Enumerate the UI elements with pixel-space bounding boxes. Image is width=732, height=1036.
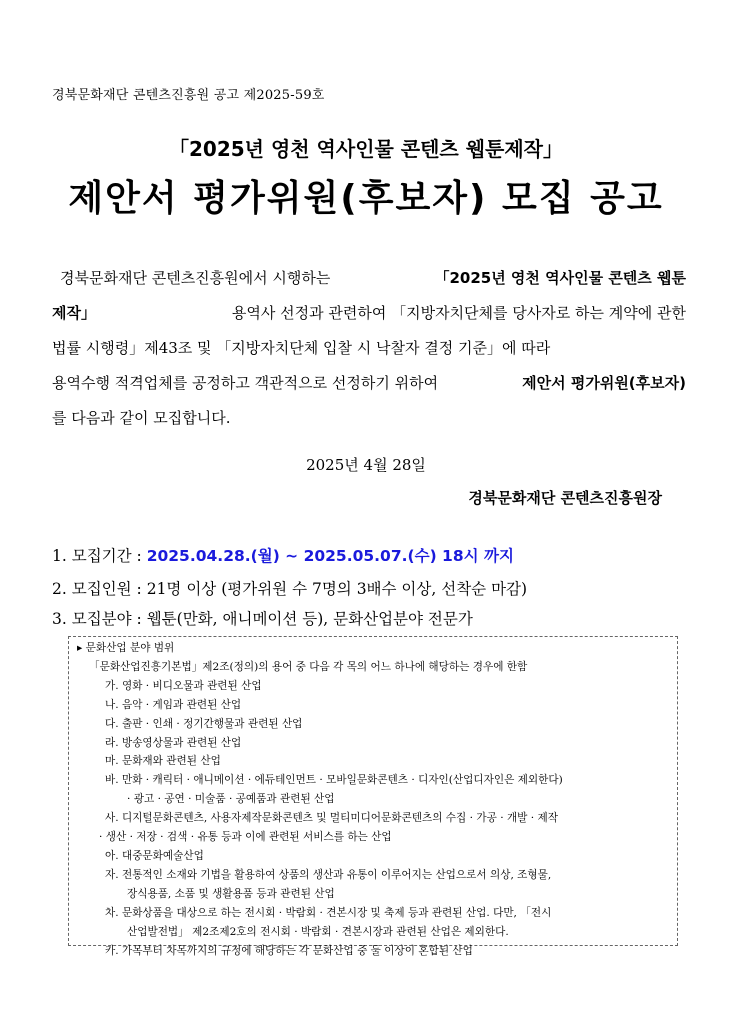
body-line-3: 법률 시행령」제43조 및 「지방자치단체 입찰 시 낙찰자 결정 기준」에 따라 [52, 339, 551, 357]
scope-item-na: 나. 음악 · 게임과 관련된 산업 [105, 698, 242, 711]
notice-number: 경북문화재단 콘텐츠진흥원 공고 제2025-59호 [52, 88, 325, 103]
project-name-highlight: 「2025년 영천 역사인물 콘텐츠 웹툰 [434, 269, 686, 287]
body-line-5: 를 다음과 같이 모집합니다. [52, 409, 231, 427]
scope-item-sa-cont: · 생산 · 저장 · 검색 · 유통 등과 이에 관련된 서비스를 하는 산업 [99, 831, 392, 844]
scope-item-ba: 바. 만화 · 캐릭터 · 애니메이션 · 에듀테인먼트 · 모바일문화콘텐츠 · 디자인(산업디자인은 제외한다) [105, 774, 563, 787]
culture-industry-scope-box [68, 636, 678, 957]
notice-date: 2025년 4월 28일 [306, 456, 426, 474]
recruit-field-label: 3. 모집분야 : [52, 610, 142, 628]
scope-item-ja-cont: 장식용품, 소품 및 생활용품 등과 관련된 산업 [127, 887, 335, 900]
body-line-4 [52, 366, 686, 401]
scope-heading: ▸ 문화산업 분야 범위 [77, 642, 175, 654]
recruit-field [52, 607, 473, 629]
body-line-2 [52, 296, 686, 331]
project-name-highlight-end: 제작」 [52, 304, 96, 322]
issuer: 경북문화재단 콘텐츠진흥원장 [468, 489, 662, 507]
scope-item-a: 아. 대중문화예술산업 [105, 849, 204, 862]
recruit-field-value: 웹툰(만화, 애니메이션 등), 문화산업분야 전문가 [146, 610, 473, 628]
recruit-period [52, 544, 514, 566]
scope-item-ja: 자. 전통적인 소재와 기법을 활용하여 상품의 생산과 유통이 이루어지는 산업으로서 의상, 조형물, [105, 868, 552, 881]
notice-body [52, 261, 686, 436]
scope-item-cha: 차. 문화상품을 대상으로 하는 전시회 · 박람회 · 견본시장 및 축제 등과 관련된 산업. 다만, 「전시 [105, 906, 552, 919]
body-line-4-text: 용역수행 적격업체를 공정하고 객관적으로 선정하기 위하여 [52, 374, 439, 392]
body-line-1-text: 경북문화재단 콘텐츠진흥원에서 시행하는 [60, 269, 331, 287]
recruit-period-label: 1. 모집기간 : [52, 547, 142, 565]
notice-title: 제안서 평가위원(후보자) 모집 공고 [68, 178, 664, 219]
notice-subtitle: 「2025년 영천 역사인물 콘텐츠 웹툰제작」 [169, 137, 563, 161]
recruit-count-value: 21명 이상 (평가위원 수 7명의 3배수 이상, 선착순 마감) [146, 580, 528, 598]
recruit-period-value: 2025.04.28.(월) ~ 2025.05.07.(수) 18시 까지 [146, 547, 514, 565]
scope-law: 「문화산업진흥기본법」제2조(정의)의 용어 중 다음 각 목의 어느 하나에 해당하는 경우에 한함 [89, 660, 528, 673]
evaluator-highlight: 제안서 평가위원(후보자) [522, 374, 686, 392]
scope-item-cha-cont: 산업발전법」 제2조제2호의 전시회 · 박람회 · 견본시장과 관련된 산업은 제외한다. [127, 925, 509, 938]
scope-item-ra: 라. 방송영상물과 관련된 산업 [105, 736, 242, 749]
recruit-count [52, 577, 527, 599]
recruit-count-label: 2. 모집인원 : [52, 580, 142, 598]
scope-item-ba-cont: · 광고 · 공연 · 미술품 · 공예품과 관련된 산업 [127, 793, 335, 806]
body-line-1 [52, 261, 686, 296]
scope-item-ka: 카. 가목부터 차목까지의 규정에 해당하는 각 문화산업 중 둘 이상이 혼합된 산업 [105, 944, 473, 957]
body-line-2-text: 용역사 선정과 관련하여 「지방자치단체를 당사자로 하는 계약에 관한 [231, 304, 686, 322]
scope-item-ga: 가. 영화 · 비디오물과 관련된 산업 [105, 679, 262, 692]
scope-item-ma: 마. 문화재와 관련된 산업 [105, 755, 221, 768]
scope-item-da: 다. 출판 · 인쇄 · 정기간행물과 관련된 산업 [105, 717, 303, 730]
scope-item-sa: 사. 디지털문화콘텐츠, 사용자제작문화콘텐츠 및 멀티미디어문화콘텐츠의 수집 · 가공 · 개발 · 제작 [105, 812, 558, 825]
